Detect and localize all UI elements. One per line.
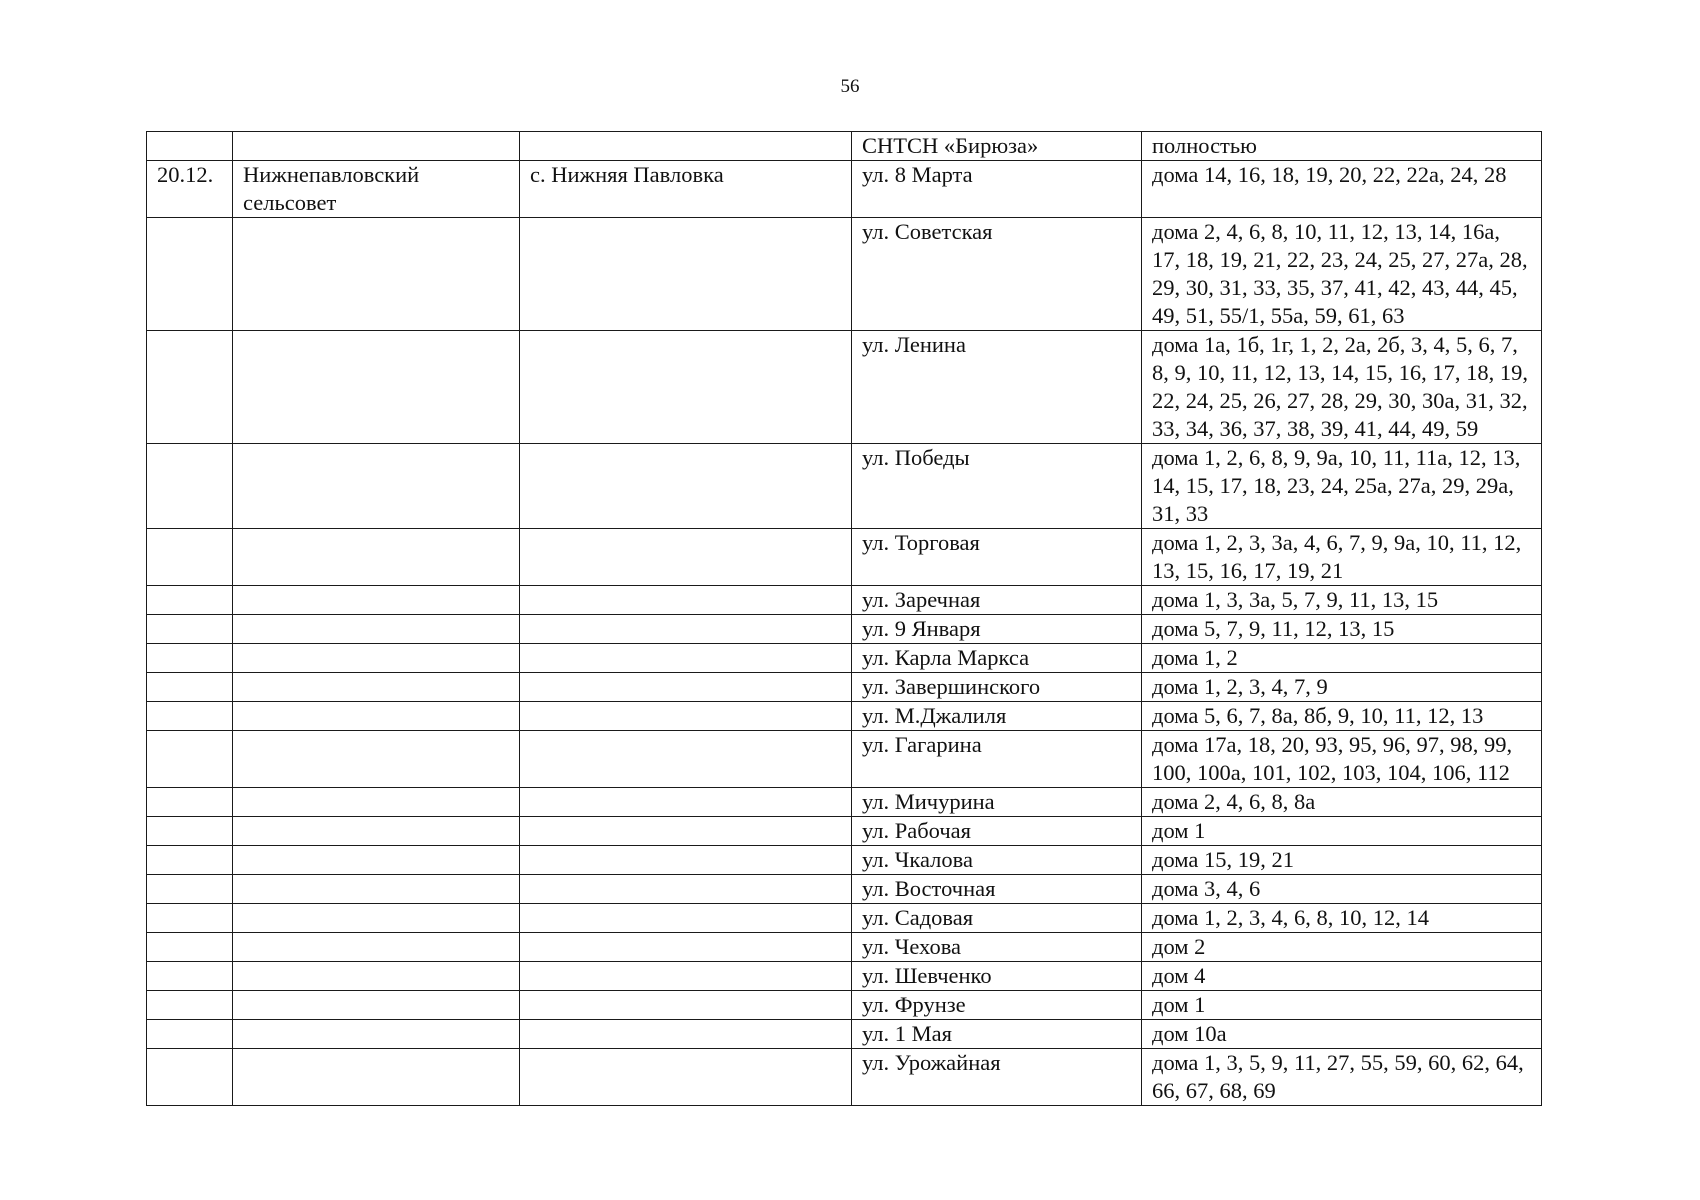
table-row [147, 644, 1542, 673]
cell-council [233, 991, 520, 1020]
cell-settlement [520, 702, 852, 731]
table-row [147, 331, 1542, 444]
cell-council [233, 788, 520, 817]
cell-settlement [520, 1020, 852, 1049]
cell-settlement [520, 529, 852, 586]
cell-item-number [147, 846, 233, 875]
table-row [147, 586, 1542, 615]
table-row [147, 731, 1542, 788]
cell-item-number [147, 933, 233, 962]
cell-houses: полностью [1142, 132, 1542, 161]
cell-street: ул. Восточная [852, 875, 1142, 904]
table-row [147, 788, 1542, 817]
cell-houses: дома 1, 2, 6, 8, 9, 9а, 10, 11, 11а, 12, 13, 14, 15, 17, 18, 23, 24, 25а, 27а, 29, 29а, 31, 33 [1142, 444, 1542, 529]
cell-street: ул. Урожайная [852, 1049, 1142, 1106]
table-row [147, 529, 1542, 586]
cell-item-number [147, 788, 233, 817]
cell-settlement [520, 846, 852, 875]
cell-street: ул. Фрунзе [852, 991, 1142, 1020]
cell-houses: дом 1 [1142, 991, 1542, 1020]
cell-item-number [147, 644, 233, 673]
cell-council [233, 1020, 520, 1049]
cell-item-number [147, 615, 233, 644]
cell-settlement [520, 962, 852, 991]
cell-item-number [147, 132, 233, 161]
cell-settlement [520, 933, 852, 962]
table-row [147, 846, 1542, 875]
cell-houses: дом 4 [1142, 962, 1542, 991]
cell-settlement [520, 875, 852, 904]
cell-street: ул. Заречная [852, 586, 1142, 615]
cell-settlement [520, 218, 852, 331]
table-row [147, 817, 1542, 846]
cell-settlement [520, 331, 852, 444]
cell-council [233, 529, 520, 586]
cell-item-number [147, 817, 233, 846]
cell-item-number [147, 331, 233, 444]
table-row [147, 962, 1542, 991]
cell-houses: дома 14, 16, 18, 19, 20, 22, 22а, 24, 28 [1142, 161, 1542, 218]
cell-street: ул. Чкалова [852, 846, 1142, 875]
cell-council [233, 904, 520, 933]
cell-houses: дом 1 [1142, 817, 1542, 846]
cell-street: ул. Торговая [852, 529, 1142, 586]
cell-council [233, 962, 520, 991]
cell-houses: дома 5, 7, 9, 11, 12, 13, 15 [1142, 615, 1542, 644]
cell-street: ул. Рабочая [852, 817, 1142, 846]
cell-council [233, 875, 520, 904]
cell-council [233, 673, 520, 702]
cell-council [233, 615, 520, 644]
table-row [147, 218, 1542, 331]
cell-council [233, 702, 520, 731]
cell-houses: дома 1, 2 [1142, 644, 1542, 673]
cell-houses: дома 1, 2, 3, 3а, 4, 6, 7, 9, 9а, 10, 11, 12, 13, 15, 16, 17, 19, 21 [1142, 529, 1542, 586]
cell-council [233, 132, 520, 161]
cell-settlement [520, 644, 852, 673]
cell-street: ул. Ленина [852, 331, 1142, 444]
table-row [147, 444, 1542, 529]
table-row [147, 1020, 1542, 1049]
cell-street: ул. М.Джалиля [852, 702, 1142, 731]
cell-council [233, 817, 520, 846]
address-table [146, 131, 1542, 1106]
cell-settlement: с. Нижняя Павловка [520, 161, 852, 218]
cell-item-number [147, 218, 233, 331]
cell-council [233, 644, 520, 673]
cell-settlement [520, 586, 852, 615]
cell-council [233, 731, 520, 788]
cell-houses: дома 1, 3, 5, 9, 11, 27, 55, 59, 60, 62, 64, 66, 67, 68, 69 [1142, 1049, 1542, 1106]
cell-item-number [147, 991, 233, 1020]
cell-street: ул. Советская [852, 218, 1142, 331]
cell-houses: дома 17а, 18, 20, 93, 95, 96, 97, 98, 99, 100, 100а, 101, 102, 103, 104, 106, 112 [1142, 731, 1542, 788]
cell-street: ул. Шевченко [852, 962, 1142, 991]
cell-houses: дома 2, 4, 6, 8, 10, 11, 12, 13, 14, 16а, 17, 18, 19, 21, 22, 23, 24, 25, 27, 27а, 28, 29, 30, 31, 33, 35, 37, 41, 42, 43, 44, 45, 49, 51, 55/1, 55а, 59, 61, 63 [1142, 218, 1542, 331]
cell-item-number [147, 1020, 233, 1049]
cell-council [233, 1049, 520, 1106]
table-row [147, 161, 1542, 218]
cell-council: Нижнепавловский сельсовет [233, 161, 520, 218]
cell-council [233, 846, 520, 875]
cell-street: ул. Победы [852, 444, 1142, 529]
cell-street: ул. Садовая [852, 904, 1142, 933]
cell-council [233, 933, 520, 962]
cell-houses: дом 2 [1142, 933, 1542, 962]
cell-settlement [520, 731, 852, 788]
cell-council [233, 331, 520, 444]
cell-street: ул. 8 Марта [852, 161, 1142, 218]
cell-houses: дома 5, 6, 7, 8а, 8б, 9, 10, 11, 12, 13 [1142, 702, 1542, 731]
table-row [147, 933, 1542, 962]
cell-houses: дома 2, 4, 6, 8, 8а [1142, 788, 1542, 817]
table-row [147, 875, 1542, 904]
cell-settlement [520, 1049, 852, 1106]
cell-council [233, 586, 520, 615]
cell-item-number [147, 731, 233, 788]
cell-settlement [520, 788, 852, 817]
cell-houses: дома 1, 2, 3, 4, 7, 9 [1142, 673, 1542, 702]
cell-street: ул. 9 Января [852, 615, 1142, 644]
table-row [147, 1049, 1542, 1106]
cell-settlement [520, 673, 852, 702]
cell-council [233, 218, 520, 331]
cell-houses: дома 3, 4, 6 [1142, 875, 1542, 904]
table-row [147, 615, 1542, 644]
cell-street: ул. Завершинского [852, 673, 1142, 702]
cell-item-number [147, 702, 233, 731]
cell-street: ул. Мичурина [852, 788, 1142, 817]
cell-houses: дома 1а, 1б, 1г, 1, 2, 2а, 2б, 3, 4, 5, 6, 7, 8, 9, 10, 11, 12, 13, 14, 15, 16, 17, 18, 19, 22, 24, 25, 26, 27, 28, 29, 30, 30а, 31, 32, 33, 34, 36, 37, 38, 39, 41, 44, 49, 59 [1142, 331, 1542, 444]
cell-street: ул. Карла Маркса [852, 644, 1142, 673]
cell-houses: дома 1, 2, 3, 4, 6, 8, 10, 12, 14 [1142, 904, 1542, 933]
cell-houses: дома 15, 19, 21 [1142, 846, 1542, 875]
cell-council [233, 444, 520, 529]
cell-street: ул. Чехова [852, 933, 1142, 962]
table-row [147, 991, 1542, 1020]
table-body [147, 132, 1542, 1106]
table-row [147, 904, 1542, 933]
table-row [147, 702, 1542, 731]
cell-item-number [147, 444, 233, 529]
cell-settlement [520, 904, 852, 933]
table-row [147, 132, 1542, 161]
cell-houses: дома 1, 3, 3а, 5, 7, 9, 11, 13, 15 [1142, 586, 1542, 615]
table-row [147, 673, 1542, 702]
cell-item-number [147, 586, 233, 615]
cell-item-number [147, 904, 233, 933]
cell-item-number: 20.12. [147, 161, 233, 218]
cell-item-number [147, 875, 233, 904]
cell-settlement [520, 817, 852, 846]
cell-street: ул. Гагарина [852, 731, 1142, 788]
cell-item-number [147, 529, 233, 586]
cell-settlement [520, 132, 852, 161]
cell-street: СНТСН «Бирюза» [852, 132, 1142, 161]
cell-item-number [147, 673, 233, 702]
cell-street: ул. 1 Мая [852, 1020, 1142, 1049]
page-number: 56 [840, 76, 860, 97]
cell-item-number [147, 962, 233, 991]
cell-item-number [147, 1049, 233, 1106]
cell-settlement [520, 991, 852, 1020]
cell-settlement [520, 615, 852, 644]
cell-houses: дом 10а [1142, 1020, 1542, 1049]
cell-settlement [520, 444, 852, 529]
